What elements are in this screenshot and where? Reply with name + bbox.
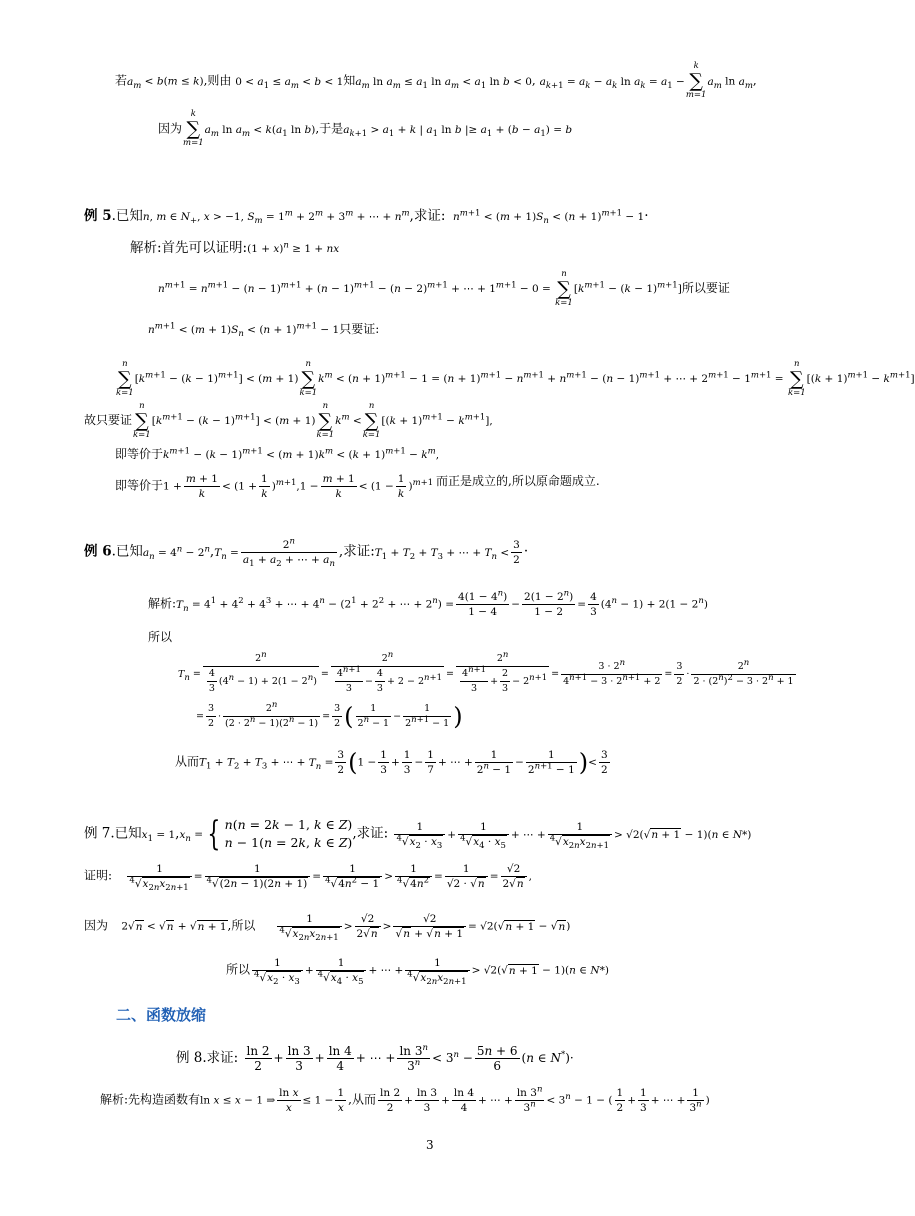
text-zhi: 知 [343,73,356,88]
example-7-because: 因为 2√n < √n + √n + 1,所以 $\frac{1}{^4√x_{2n}x_{2n+1}}$ > $\frac{√2}{2√n}$ > $\frac{√2}{√n + √n + 1}$ = √2(√n + 1 − √n) [84,913,571,944]
example-5-line-3: $n^{m+1} = n^{m+1} - (n - 1)^{m+1} + (n - 1)^{m+1} - (n - 2)^{m+1}$ + ⋯ + $1^{m+1} - 0$ = n ∑ k=1 $[k^{m+1} - (k - 1)^{m+1}]$所以要证 [158,269,730,308]
example-5-statement: 例 5.已知n, m ∈ $N_+$, x > −1, $S_m = 1^m + 2^m + 3^m$ + ⋯ + $n^m$,求证: $n^{m+1} < (m + 1)S_n < (n + 1)^{m+1} - 1\cdot$ [84,208,649,227]
text-conger: 从而 [175,754,200,769]
example-8-label: 例 8.求证: [176,1050,239,1066]
example-5-line-5: n ∑ k=1 $[k^{m+1} - (k - 1)^{m+1}] < (m + 1)$ n ∑ k=1 $k^m < (n + 1)^{m+1} - 1 = (n + 1)^{m+1} - n^{m+1} + n^{m+1} - (n - 1)^{m+1}$ + ⋯ + $2^{m+1} - 1^{m+1}$ = n ∑ k=1 $[(k + 1)^{m+1} - k^{m+1}]$ [116,359,915,398]
text-yizhi: .已知 [111,208,143,224]
text-zeyou: ,则由 [203,73,232,88]
text-zhengming: 证明: [84,868,113,883]
text-jiexi: 解析:首先可以证明: [130,240,248,256]
page-number: 3 [426,1138,434,1152]
text-dengjia-1: 即等价于 [115,447,164,461]
text-qiuzheng-7: ,求证: [352,825,389,842]
text-qiuzheng-6: ,求证: [338,543,375,560]
text-qiuzheng: ,求证: [409,208,446,224]
example-5-line-7: 即等价于$k^{m+1} - (k - 1)^{m+1} < (m + 1)k^m < (k + 1)^{m+1} - k^m$, [115,446,440,461]
example-5-line-4: $n^{m+1} < (m + 1)S_n < (n + 1)^{m+1} - 1$只要证: [148,321,380,340]
example-5-analysis: 解析:首先可以证明:(1 + x)$^n$ ≥ 1 + nx [130,240,340,256]
text-zhiyaozheng: 只要证: [339,322,380,336]
example-6-line-5: 从而$T_1 + T_2 + T_3$ + ⋯ + $T_n$ = $\frac{3}{2}$ (1 − $\frac{1}{3}$ + $\frac{1}{3}$ − $\frac{1}{7}$ + ⋯ + $\frac{1}{2^n - 1}$ − $\frac{1}{2^{n+1} - 1}$ )< $\frac{3}{2}$ [175,748,608,777]
example-5-conclusion: 而正是成立的,所以原命题成立. [436,474,600,488]
text-yinwei-7: 因为 [84,918,109,933]
example-7-label: 例 7.已知 [84,825,142,842]
example-7-proof: 证明: $\frac{1}{^4√x_{2n}x_{2n+1}}$ = $\frac{1}{^4√(2n - 1)(2n + 1)}$ = $\frac{1}{^4√4n^2 - 1}$ > $\frac{1}{^4√4n^2}$ = $\frac{1}{√2 \cdot √n}$ = $\frac{√2}{2√n}$ , [84,863,532,894]
text-suoyi-7: ,所以 [227,918,256,933]
example-7-statement: 例 7.已知$x_1 = 1,x_n$ = { n(n = 2k − 1, k ∈ Z) n − 1(n = 2k, k ∈ Z) ,求证: $\frac{1}{^4√x_2 \cdot x_3}$ + $\frac{1}{^4√x_4 \cdot x_5}$ + ⋯ + $\frac{1}{^4√x_{2n}x_{2n+1}}$ > √2(√n + 1 − 1)(n ∈ N*) [84,814,752,854]
text-ruo: 若 [115,73,128,88]
text-yinwei: 因为 [158,121,183,136]
text-suoyiyaozheng: 所以要证 [681,281,730,295]
example-5-label: 例 5 [84,208,112,224]
line-1: 若$a_m < b(m \le k)$,则由 $0 < a_1 \le a_m < b < 1$知$a_m$ $\ln a_m \le a_1$ $\ln a_m < a_1$ ln b < 0, $a_{k+1} = a_k - a_k$ $\ln a_k = a_1$ − k ∑ m=1 $a_m$ $\ln a_m$, [115,61,757,100]
text-conger-8: ,从而 [348,1092,376,1107]
text-guzhiyaozheng: 故只要证 [84,413,133,427]
example-6-line-3: $T_n$ = 2$^n$ $\frac{4}{3}$ $(4^n - 1) + 2(1 - 2^n)$ = 2$^n$ $\frac{4^{n+1}}{3}$ − $\frac{4}{3}$ + $2 - 2^{n+1}$ = 2$^n$ $\frac{4^{n+1}}{3}$ + $\frac{2}{3}$ − $2^{n+1}$ = $\frac{3 \cdot 2^n}{4^{n+1} - 3 \cdot 2^{n+1} + 2}$ = $\frac{3}{2}$ · $\frac{2^n}{2 \cdot (2^n)^2 - 3 \cdot 2^n + 1}$ [178,649,794,694]
text-suoyi-7b: 所以 [226,962,251,977]
text-jiexi-8: 解析:先构造函数有 [100,1092,201,1107]
example-6-suoyi: 所以 [148,630,173,644]
text-jiexi-6: 解析: [148,596,177,611]
example-6-line-4: = $\frac{3}{2}$ · $\frac{2^n}{(2 \cdot 2^n - 1)(2^n - 1)}$ = $\frac{3}{2}$ ( $\frac{1}{2^n - 1}$ − $\frac{1}{2^{n+1} - 1}$ ) [196,699,463,731]
section-heading: 二、函数放缩 [116,1006,207,1024]
example-7-therefore: 所以 $\frac{1}{^4√x_2 \cdot x_3}$ + $\frac{1}{^4√x_4 \cdot x_5}$ + ⋯ + $\frac{1}{^4√x_{2n}x_{2n+1}}$ > √2(√n + 1 − 1)(n ∈ N*) [226,957,609,988]
example-6-analysis: 解析$:T_n = 4^1 + 4^2 + 4^3$ + ⋯ + $4^n - (2^1 + 2^2$ + ⋯ + $2^n$) = $\frac{4(1 - 4^n)}{1 - 4}$ − $\frac{2(1 - 2^n)}{1 - 2}$ = $\frac{4}{3}$ $(4^n - 1) + 2(1 - 2^n)$ [148,588,708,618]
example-6-label: 例 6 [84,543,112,560]
example-5-line-6: 故只要证 n ∑ k=1 $[k^{m+1} - (k - 1)^{m+1}] < (m + 1)$ n ∑ k=1 $k^m$ < n ∑ k=1 $[(k + 1)^{m+1} - k^{m+1}]$, [84,401,493,440]
example-8-statement: 例 8.求证: $\frac{\ln 2}{2}$ + $\frac{\ln 3}{3}$ + $\frac{\ln 4}{4}$ + ⋯ + $\frac{\ln 3^n}{3^n}$ < $3^n$ − $\frac{5n + 6}{6}$ (n ∈ N*)· [176,1043,574,1073]
line-2: 因为 k ∑ m=1 $a_m$ $\ln a_m < k(a_1$ ln b),于是$a_{k+1} > a_1 + k$ | $a_1$ ln b |≥ $a_1 + (b - a_1) = b$ [158,109,573,148]
text-yushi: ,于是 [315,121,344,136]
example-6-statement: 例 6.已知$a_n = 4^n - 2^n,T_n$ = $\frac{2^n}{a_1 + a_2 + \cdots + a_n}$ ,求证$:T_1 + T_2 + T_3$ + ⋯ + $T_n$ < $\frac{3}{2}$ · [84,536,529,570]
text-dengjia-2: 即等价于 [115,478,164,493]
example-5-line-8: 即等价于1 + $\frac{m + 1}{k}$ < (1 + $\frac{1}{k}$ )$^{m+1}$,1 − $\frac{m + 1}{k}$ < (1 − $\frac{1}{k}$ )$^{m+1}$ [115,473,434,500]
text-yizhi-6: .已知 [111,543,143,560]
example-8-analysis: 解析:先构造函数有ln x ≤ x − 1 ⇒ $\frac{\text{ln x}}{x}$ ≤ 1 − $\frac{1}{x}$ ,从而 $\frac{\ln 2}{2}$ + $\frac{\ln 3}{3}$ + $\frac{\ln 4}{4}$ + ⋯ + $\frac{\ln 3^n}{3^n}$ < $3^n - 1$ − ( $\frac{1}{2}$ + $\frac{1}{3}$ + ⋯ + $\frac{1}{3^n}$ ) [100,1084,710,1114]
